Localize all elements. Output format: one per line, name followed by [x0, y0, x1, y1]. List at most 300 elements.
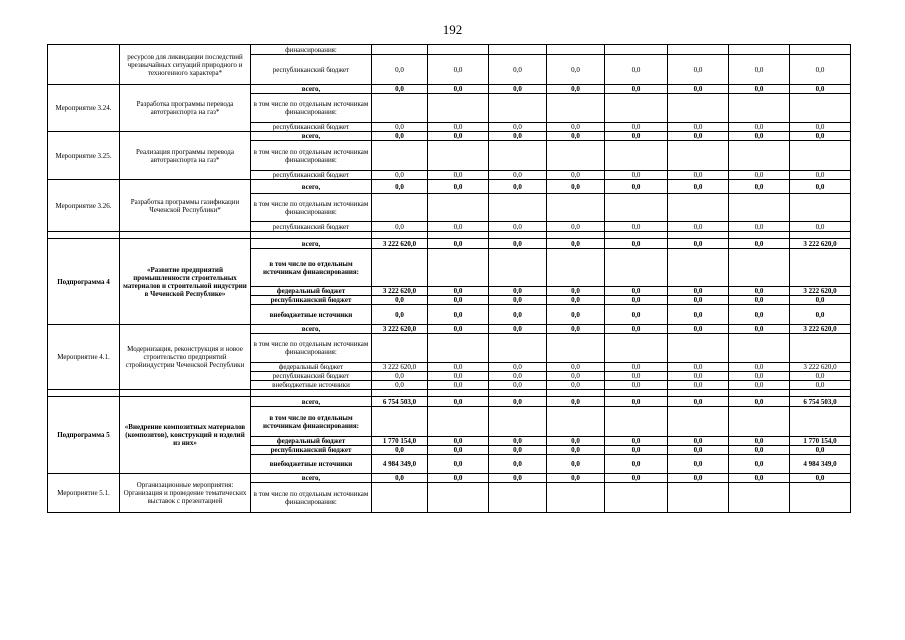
amount-cell: 0,0 [489, 123, 547, 132]
amount-cell: 0,0 [605, 455, 668, 474]
amount-cell: 0,0 [605, 372, 668, 381]
spacer-cell [790, 390, 851, 397]
amount-cell [489, 45, 547, 55]
amount-cell: 0,0 [729, 363, 790, 372]
amount-cell: 3 222 620,0 [372, 363, 428, 372]
amount-cell: 0,0 [605, 325, 668, 334]
amount-cell: 0,0 [605, 381, 668, 390]
amount-cell: 0,0 [547, 305, 605, 325]
amount-cell [790, 407, 851, 437]
amount-cell: 0,0 [372, 381, 428, 390]
amount-cell: 0,0 [790, 222, 851, 232]
amount-cell: 0,0 [489, 455, 547, 474]
amount-cell [489, 194, 547, 222]
amount-cell: 0,0 [729, 239, 790, 249]
measure-name-cell: Разработка программы перевода автотранспорта на газ* [120, 85, 251, 132]
page-number: 192 [442, 22, 463, 37]
amount-cell [428, 141, 489, 171]
amount-cell [547, 141, 605, 171]
amount-cell [668, 141, 729, 171]
amount-cell: 0,0 [729, 85, 790, 94]
amount-cell: 4 984 349,0 [372, 455, 428, 474]
funding-source-cell: внебюджетные источники [251, 305, 372, 325]
amount-cell: 0,0 [668, 180, 729, 194]
amount-cell: 0,0 [489, 381, 547, 390]
amount-cell [729, 483, 790, 513]
amount-cell: 0,0 [489, 363, 547, 372]
amount-cell: 0,0 [605, 287, 668, 296]
amount-cell: 1 770 154,0 [790, 437, 851, 446]
amount-cell: 0,0 [605, 474, 668, 483]
amount-cell: 0,0 [729, 222, 790, 232]
amount-cell: 0,0 [668, 123, 729, 132]
amount-cell: 0,0 [729, 446, 790, 455]
funding-source-cell: в том числе по отдельным источникам финансирования: [251, 334, 372, 363]
amount-cell [372, 483, 428, 513]
amount-cell: 0,0 [790, 305, 851, 325]
amount-cell: 0,0 [428, 474, 489, 483]
amount-cell [605, 407, 668, 437]
amount-cell [372, 407, 428, 437]
amount-cell [668, 334, 729, 363]
amount-cell: 0,0 [372, 180, 428, 194]
measure-code-cell: Мероприятие 5.1. [48, 474, 120, 513]
amount-cell: 0,0 [668, 132, 729, 141]
measure-code-cell: Подпрограмма 4 [48, 239, 120, 325]
spacer-cell [428, 390, 489, 397]
amount-cell: 0,0 [605, 132, 668, 141]
amount-cell [428, 249, 489, 287]
amount-cell [729, 249, 790, 287]
amount-cell: 0,0 [547, 296, 605, 305]
amount-cell: 0,0 [790, 180, 851, 194]
amount-cell: 0,0 [547, 325, 605, 334]
amount-cell: 0,0 [489, 55, 547, 85]
amount-cell: 0,0 [428, 363, 489, 372]
amount-cell [605, 334, 668, 363]
amount-cell: 0,0 [605, 296, 668, 305]
amount-cell: 0,0 [790, 296, 851, 305]
table-row [48, 180, 851, 194]
amount-cell: 6 754 503,0 [372, 397, 428, 407]
amount-cell [489, 94, 547, 123]
amount-cell: 0,0 [729, 180, 790, 194]
funding-source-cell: в том числе по отдельным источникам финансирования: [251, 194, 372, 222]
amount-cell [428, 334, 489, 363]
amount-cell: 0,0 [428, 55, 489, 85]
amount-cell: 0,0 [668, 222, 729, 232]
funding-source-cell: в том числе по отдельным источникам финансирования: [251, 407, 372, 437]
spacer-cell [251, 390, 372, 397]
amount-cell: 0,0 [668, 85, 729, 94]
amount-cell: 0,0 [428, 437, 489, 446]
measure-name-cell: «Развитие предприятий промышленности строительных материалов и строительной индустрии в Чеченской Республике» [120, 239, 251, 325]
amount-cell [547, 483, 605, 513]
amount-cell: 0,0 [489, 85, 547, 94]
amount-cell: 0,0 [489, 437, 547, 446]
spacer-row [48, 232, 851, 239]
amount-cell [372, 94, 428, 123]
amount-cell [790, 94, 851, 123]
amount-cell [489, 141, 547, 171]
amount-cell: 0,0 [428, 287, 489, 296]
amount-cell: 0,0 [372, 305, 428, 325]
amount-cell: 3 222 620,0 [790, 325, 851, 334]
amount-cell: 0,0 [668, 397, 729, 407]
amount-cell [547, 45, 605, 55]
amount-cell: 0,0 [547, 132, 605, 141]
spacer-cell [729, 390, 790, 397]
spacer-cell [605, 232, 668, 239]
amount-cell [372, 194, 428, 222]
amount-cell: 0,0 [605, 85, 668, 94]
amount-cell: 0,0 [547, 85, 605, 94]
amount-cell: 0,0 [605, 397, 668, 407]
amount-cell: 0,0 [489, 239, 547, 249]
amount-cell [489, 334, 547, 363]
spacer-cell [790, 232, 851, 239]
amount-cell: 0,0 [668, 287, 729, 296]
amount-cell: 0,0 [489, 171, 547, 180]
amount-cell: 0,0 [668, 239, 729, 249]
amount-cell: 0,0 [729, 123, 790, 132]
amount-cell: 0,0 [372, 123, 428, 132]
funding-source-cell: финансирования: [251, 45, 372, 55]
amount-cell [668, 249, 729, 287]
amount-cell: 0,0 [790, 474, 851, 483]
amount-cell [605, 94, 668, 123]
table-row [48, 239, 851, 249]
amount-cell: 0,0 [605, 171, 668, 180]
amount-cell: 0,0 [372, 85, 428, 94]
funding-source-cell: всего, [251, 239, 372, 249]
table-row [48, 474, 851, 483]
amount-cell [668, 45, 729, 55]
spacer-cell [547, 390, 605, 397]
amount-cell: 0,0 [489, 296, 547, 305]
amount-cell: 0,0 [489, 287, 547, 296]
amount-cell: 0,0 [428, 455, 489, 474]
amount-cell: 0,0 [668, 55, 729, 85]
amount-cell: 0,0 [372, 55, 428, 85]
amount-cell: 0,0 [428, 222, 489, 232]
amount-cell: 0,0 [489, 372, 547, 381]
table-row [48, 325, 851, 334]
measure-code-cell: Мероприятие 3.24. [48, 85, 120, 132]
measure-name-cell: «Внедрение композитных материалов (композитов), конструкций и изделий из них» [120, 397, 251, 474]
amount-cell: 0,0 [547, 222, 605, 232]
amount-cell [729, 194, 790, 222]
amount-cell: 0,0 [547, 123, 605, 132]
amount-cell: 0,0 [729, 287, 790, 296]
amount-cell [729, 407, 790, 437]
spacer-cell [428, 232, 489, 239]
amount-cell: 0,0 [729, 296, 790, 305]
amount-cell: 3 222 620,0 [372, 287, 428, 296]
amount-cell: 0,0 [790, 171, 851, 180]
amount-cell: 0,0 [729, 372, 790, 381]
amount-cell [729, 94, 790, 123]
amount-cell: 0,0 [428, 171, 489, 180]
amount-cell: 0,0 [428, 180, 489, 194]
amount-cell: 0,0 [790, 123, 851, 132]
amount-cell: 0,0 [428, 296, 489, 305]
amount-cell: 0,0 [547, 437, 605, 446]
amount-cell: 0,0 [729, 474, 790, 483]
amount-cell [428, 45, 489, 55]
funding-source-cell: в том числе по отдельным источникам финансирования: [251, 141, 372, 171]
amount-cell: 0,0 [790, 446, 851, 455]
amount-cell: 0,0 [605, 222, 668, 232]
amount-cell: 0,0 [372, 446, 428, 455]
amount-cell: 0,0 [489, 446, 547, 455]
funding-source-cell: республиканский бюджет [251, 372, 372, 381]
funding-source-cell: всего, [251, 325, 372, 334]
spacer-cell [251, 232, 372, 239]
amount-cell [729, 334, 790, 363]
amount-cell: 0,0 [547, 239, 605, 249]
measure-code-cell: Мероприятие 4.1. [48, 325, 120, 390]
measure-name-cell: ресурсов для ликвидации последствий чрезвычайных ситуаций природного и техногенного характера* [120, 45, 251, 85]
funding-source-cell: республиканский бюджет [251, 446, 372, 455]
funding-source-cell: федеральный бюджет [251, 437, 372, 446]
amount-cell: 0,0 [489, 474, 547, 483]
amount-cell: 0,0 [547, 381, 605, 390]
amount-cell: 0,0 [668, 446, 729, 455]
amount-cell: 0,0 [428, 305, 489, 325]
measure-name-cell: Модернизация, реконструкция и новое строительство предприятий стройиндустрии Чеченской Республики [120, 325, 251, 390]
amount-cell: 6 754 503,0 [790, 397, 851, 407]
spacer-cell [48, 232, 120, 239]
measure-name-cell: Разработка программы газификации Чеченской Республики* [120, 180, 251, 232]
spacer-cell [605, 390, 668, 397]
amount-cell [790, 334, 851, 363]
amount-cell: 0,0 [729, 171, 790, 180]
amount-cell: 0,0 [605, 363, 668, 372]
amount-cell [668, 94, 729, 123]
amount-cell: 0,0 [489, 305, 547, 325]
amount-cell [790, 141, 851, 171]
amount-cell: 0,0 [605, 55, 668, 85]
amount-cell: 0,0 [729, 437, 790, 446]
amount-cell [790, 194, 851, 222]
amount-cell: 3 222 620,0 [790, 363, 851, 372]
amount-cell: 0,0 [372, 372, 428, 381]
amount-cell: 0,0 [668, 381, 729, 390]
amount-cell [605, 483, 668, 513]
measure-name-cell: Организационные мероприятия: Организация и проведение тематических выставок с презентацией [120, 474, 251, 513]
amount-cell: 0,0 [428, 397, 489, 407]
amount-cell: 0,0 [428, 325, 489, 334]
amount-cell [372, 45, 428, 55]
measure-code-cell: Подпрограмма 5 [48, 397, 120, 474]
amount-cell: 0,0 [729, 325, 790, 334]
amount-cell [372, 141, 428, 171]
amount-cell: 0,0 [790, 55, 851, 85]
amount-cell [372, 249, 428, 287]
spacer-cell [120, 232, 251, 239]
funding-source-cell: внебюджетные источники [251, 455, 372, 474]
funding-source-cell: республиканский бюджет [251, 55, 372, 85]
amount-cell: 0,0 [668, 296, 729, 305]
amount-cell: 0,0 [372, 296, 428, 305]
measure-name-cell: Реализация программы перевода автотранспорта на газ* [120, 132, 251, 180]
amount-cell: 0,0 [668, 474, 729, 483]
amount-cell: 0,0 [547, 446, 605, 455]
amount-cell [428, 407, 489, 437]
table-row [48, 45, 851, 55]
funding-source-cell: республиканский бюджет [251, 171, 372, 180]
amount-cell: 0,0 [605, 446, 668, 455]
amount-cell [605, 141, 668, 171]
amount-cell: 0,0 [372, 132, 428, 141]
amount-cell: 0,0 [428, 132, 489, 141]
budget-body [48, 45, 851, 513]
amount-cell: 0,0 [668, 372, 729, 381]
amount-cell: 0,0 [605, 239, 668, 249]
funding-source-cell: федеральный бюджет [251, 287, 372, 296]
amount-cell [428, 94, 489, 123]
amount-cell: 0,0 [668, 171, 729, 180]
amount-cell [668, 194, 729, 222]
amount-cell: 0,0 [428, 239, 489, 249]
amount-cell [428, 483, 489, 513]
spacer-cell [668, 390, 729, 397]
amount-cell [547, 407, 605, 437]
amount-cell: 0,0 [729, 132, 790, 141]
amount-cell [790, 483, 851, 513]
amount-cell: 0,0 [547, 372, 605, 381]
amount-cell: 4 984 349,0 [790, 455, 851, 474]
amount-cell: 0,0 [547, 397, 605, 407]
funding-source-cell: республиканский бюджет [251, 123, 372, 132]
amount-cell: 0,0 [790, 372, 851, 381]
amount-cell: 0,0 [605, 123, 668, 132]
amount-cell: 0,0 [729, 397, 790, 407]
amount-cell: 0,0 [547, 171, 605, 180]
funding-source-cell: республиканский бюджет [251, 222, 372, 232]
amount-cell: 0,0 [605, 305, 668, 325]
amount-cell: 0,0 [489, 222, 547, 232]
amount-cell [489, 483, 547, 513]
amount-cell: 0,0 [372, 474, 428, 483]
amount-cell [605, 249, 668, 287]
amount-cell [428, 194, 489, 222]
amount-cell [489, 249, 547, 287]
amount-cell [547, 249, 605, 287]
funding-source-cell: внебюджетные источники [251, 381, 372, 390]
amount-cell [605, 194, 668, 222]
funding-source-cell: федеральный бюджет [251, 363, 372, 372]
funding-source-cell: в том числе по отдельным источникам финансирования: [251, 483, 372, 513]
amount-cell: 0,0 [547, 287, 605, 296]
amount-cell: 0,0 [428, 446, 489, 455]
amount-cell: 0,0 [729, 381, 790, 390]
amount-cell: 1 770 154,0 [372, 437, 428, 446]
measure-code-cell: Мероприятие 3.25. [48, 132, 120, 180]
spacer-cell [489, 232, 547, 239]
amount-cell [547, 334, 605, 363]
budget-table [47, 44, 851, 513]
amount-cell: 3 222 620,0 [372, 239, 428, 249]
amount-cell: 0,0 [605, 437, 668, 446]
amount-cell [605, 45, 668, 55]
amount-cell: 0,0 [547, 363, 605, 372]
amount-cell: 0,0 [605, 180, 668, 194]
amount-cell [547, 194, 605, 222]
spacer-row [48, 390, 851, 397]
amount-cell: 0,0 [428, 381, 489, 390]
amount-cell [668, 483, 729, 513]
amount-cell: 0,0 [790, 85, 851, 94]
amount-cell: 0,0 [372, 222, 428, 232]
funding-source-cell: в том числе по отдельным источникам финансирования: [251, 94, 372, 123]
funding-source-cell: всего, [251, 85, 372, 94]
amount-cell: 0,0 [428, 372, 489, 381]
amount-cell: 0,0 [547, 474, 605, 483]
amount-cell [729, 141, 790, 171]
spacer-cell [120, 390, 251, 397]
funding-source-cell: в том числе по отдельным источникам финансирования: [251, 249, 372, 287]
amount-cell: 0,0 [790, 381, 851, 390]
measure-code-cell: Мероприятие 3.26. [48, 180, 120, 232]
amount-cell: 0,0 [489, 397, 547, 407]
amount-cell [547, 94, 605, 123]
amount-cell [790, 249, 851, 287]
amount-cell [372, 334, 428, 363]
funding-source-cell: всего, [251, 397, 372, 407]
amount-cell: 0,0 [668, 455, 729, 474]
amount-cell: 0,0 [428, 85, 489, 94]
spacer-cell [668, 232, 729, 239]
amount-cell: 0,0 [372, 171, 428, 180]
spacer-cell [489, 390, 547, 397]
amount-cell: 0,0 [729, 55, 790, 85]
amount-cell: 0,0 [668, 363, 729, 372]
amount-cell [668, 407, 729, 437]
amount-cell [489, 407, 547, 437]
amount-cell: 0,0 [489, 132, 547, 141]
amount-cell: 0,0 [790, 132, 851, 141]
amount-cell: 3 222 620,0 [790, 287, 851, 296]
amount-cell: 0,0 [668, 305, 729, 325]
spacer-cell [48, 390, 120, 397]
funding-source-cell: республиканский бюджет [251, 296, 372, 305]
amount-cell: 0,0 [547, 55, 605, 85]
amount-cell: 0,0 [428, 123, 489, 132]
funding-source-cell: всего, [251, 132, 372, 141]
amount-cell: 0,0 [668, 437, 729, 446]
funding-source-cell: всего, [251, 180, 372, 194]
amount-cell: 3 222 620,0 [372, 325, 428, 334]
amount-cell: 0,0 [489, 180, 547, 194]
amount-cell [729, 45, 790, 55]
amount-cell: 0,0 [547, 455, 605, 474]
table-row [48, 85, 851, 94]
amount-cell: 0,0 [729, 305, 790, 325]
measure-code-cell [48, 45, 120, 85]
amount-cell: 3 222 620,0 [790, 239, 851, 249]
amount-cell [790, 45, 851, 55]
table-row [48, 397, 851, 407]
spacer-cell [372, 232, 428, 239]
spacer-cell [547, 232, 605, 239]
amount-cell: 0,0 [668, 325, 729, 334]
table-row [48, 132, 851, 141]
amount-cell: 0,0 [729, 455, 790, 474]
amount-cell: 0,0 [547, 180, 605, 194]
amount-cell: 0,0 [489, 325, 547, 334]
